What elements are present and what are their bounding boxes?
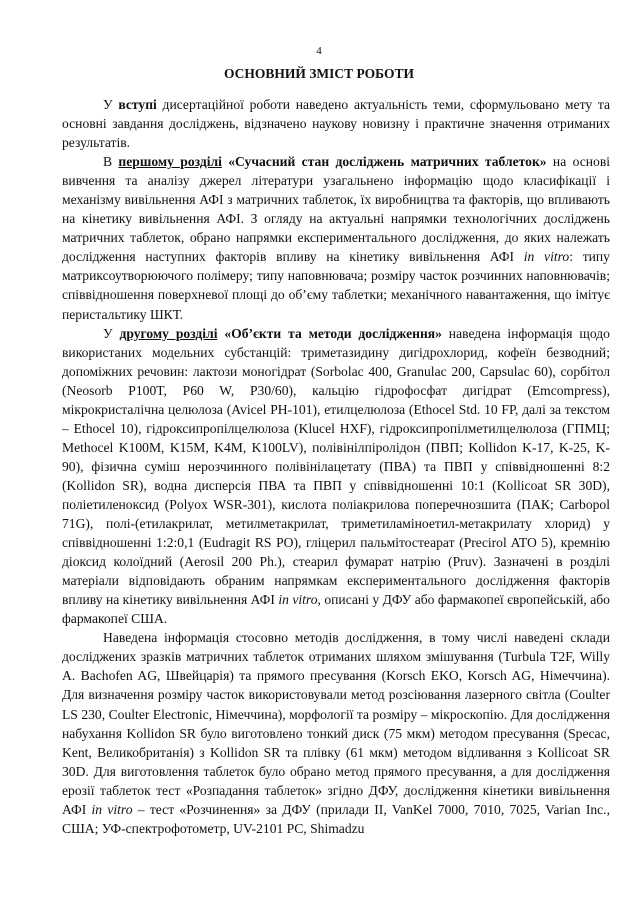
italic-in-vitro: in vitro xyxy=(278,592,318,608)
paragraph-methods xyxy=(62,628,610,838)
text-run: : типу матриксоутворюючого полімеру; типу наповнювача; розміру часток розчинних наповнювачів; співвідношення поверхневої площі до об’єму таблетки; механічного навантаження, що імітує перистальтику ШКТ. xyxy=(62,249,610,322)
section-heading: ОСНОВНИЙ ЗМІСТ РОБОТИ xyxy=(223,66,415,81)
text-run: , описані у ДФУ або фармакопеї європейській, або фармакопеї США. xyxy=(62,592,610,627)
italic-in-vitro: in vitro xyxy=(91,801,133,817)
paragraph-first-chapter xyxy=(62,152,610,323)
chapter-one-label: першому розділі xyxy=(118,154,222,170)
bold-term-introduction: вступі xyxy=(118,97,157,112)
paragraph-second-chapter xyxy=(62,324,610,629)
chapter-one-title: «Сучасний стан досліджень матричних таблеток» xyxy=(221,154,547,170)
text-run: наведена інформація щодо використаних модельних субстанцій: триметазидину дигідрохлорид, кофеїн безводний; допоміжних речовин: лактози моногідрат (Sorbolac 400, Granulac 200, Capsulac 60), сорбітол (Neosorb P100T, P60 W, P30/60), кальцію гідрофосфат дигідрат (Emcompress), мікрокристалічна целюлоза (Avicel PH-101), етилцелюлоза (Ethocel Std. 10 FP, далі за текстом – Ethocel 10), гідроксипропілцелюлоза (Klucel HXF), гідроксипропілметилцелюлоза (ГПМЦ; Methocel K100M, K15M, K4M, K100LV), полівінілпіролідон (ПВП; Kollidon K-17, K-25, K-90), фізична суміш нерозчинного полівінілацетату (ПВА) та ПВП у співвідношенні 8:2 (Kollidon SR), водна дисперсія ПВА та ПВП у співвідношенні 10:1 (Kollicoat SR 30D), поліетиленоксид (Polyox WSR-301), кислота поліакрилова поперечнозшита (ПАК; Carbopol 71G), полі-(етилакрилат, метилметакрилат, триметиламіноетил-метакрилату хлорид) у співвідношенні 1:2:0,1 (Eudragit RS PO), гліцерил пальмітостеарат (Precirol ATO 5), кремнію діоксид колоїдний (Aerosil 200 Ph.), стеарил фумарат натрію (Pruv). Зазначені в розділі матеріали відповідають обраним напрямкам експериментального дослідження факторів впливу на кінетику вивільнення АФІ xyxy=(62,325,610,608)
paragraph-introduction xyxy=(62,95,610,152)
chapter-two-title: «Об’єкти та методи дослідження» xyxy=(217,325,442,341)
chapter-two-label: другому розділі xyxy=(119,325,218,341)
text-run: У xyxy=(103,325,120,341)
page-number: 4 xyxy=(316,45,322,57)
document-body xyxy=(62,95,610,838)
text-run: дисертаційної роботи наведено актуальність теми, сформульовано мету та основні завдання досліджень, відзначено наукову новизну і практичне значення отриманих результатів. xyxy=(62,97,610,151)
text-run: на основі вивчення та аналізу джерел літератури узагальнено інформацію щодо класифікації і механізму вивільнення АФІ з матричних таблеток, їх виробництва та факторів, що впливають на кінетику вивільнення АФІ. З огляду на актуальні напрямки технологічних досліджень матричних таблеток, обрано напрямки експериментального дослідження, до яких належать дослідження наступних факторів впливу на кінетику вивільнення АФІ xyxy=(62,154,611,265)
text-run: Наведена інформація стосовно методів дослідження, в тому числі наведені склади досліджених зразків матричних таблеток отриманих шляхом змішування (Turbula T2F, Willy A. Bachofen AG, Швейцарія) та прямого пресування (Korsch EKO, Korsch AG, Німеччина). Для визначення розміру часток використовували метод розсіювання лазерного світла (Coulter LS 230, Coulter Electronic, Німеччина), морфології та розміру – мікроскопію. Для дослідження набухання Kollidon SR було виготовлено тонкий диск (75 мкм) методом пресування (Specac, Kent, Великобританія) з Kollidon SR та плівку (61 мкм) методом відливання з Kollicoat SR 30D. Для виготовлення таблеток було обрано метод прямого пресування, а для дослідження ерозії таблеток тест «Розпадання таблеток» згідно ДФУ, дослідження кінетики вивільнення АФІ xyxy=(62,630,610,817)
text-run: У xyxy=(103,97,119,112)
italic-in-vitro: in vitro xyxy=(523,249,570,265)
text-run: – тест «Розчинення» за ДФУ (прилади II, VanKel 7000, 7010, 7025, Varian Inc., США; УФ-спектрофотометр, UV-2101 PC, Shimadzu xyxy=(62,801,610,836)
text-run: В xyxy=(103,154,119,170)
